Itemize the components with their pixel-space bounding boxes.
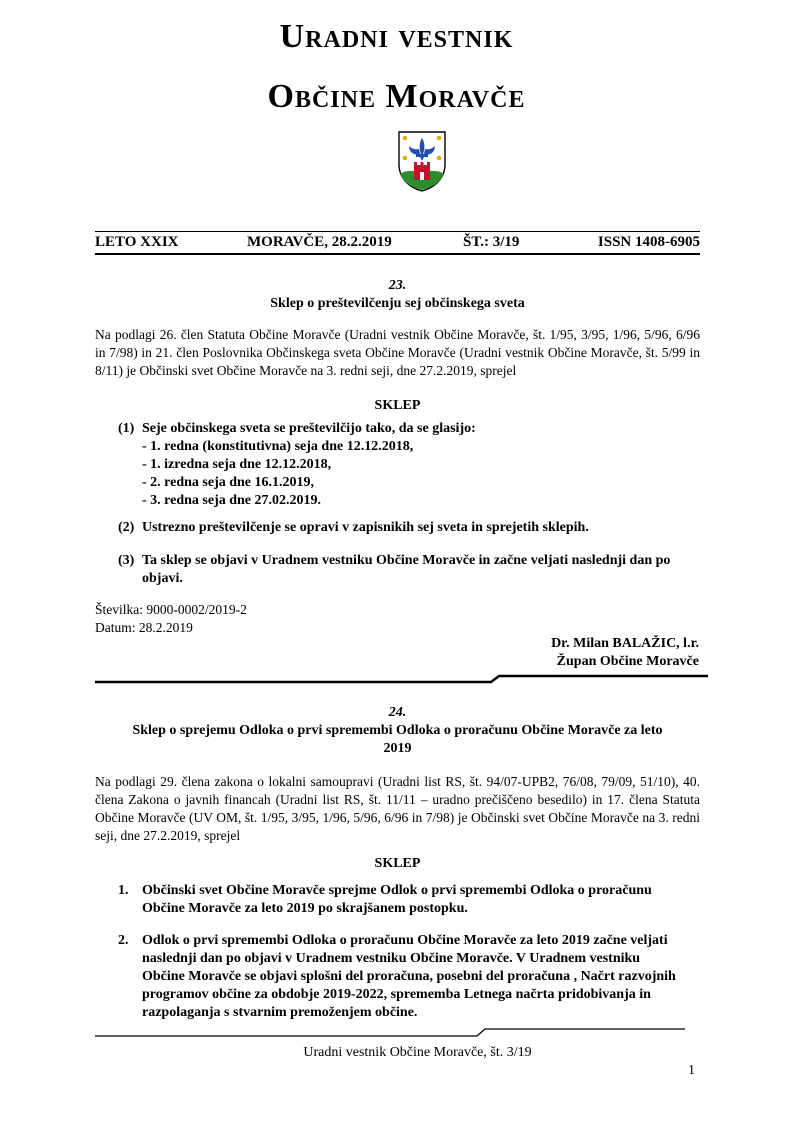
item-line: Občinski svet Občine Moravče sprejme Odlok o prvi spremembi Odloka o proračunu — [142, 883, 652, 898]
section-separator — [95, 672, 710, 686]
volume-year: LETO XXIX — [95, 234, 179, 250]
act-23-preamble: Na podlagi 26. člen Statuta Občine Moravče (Uradni vestnik Občine Moravče, št. 1/95, 3/95, 1/96, 5/96, 6/96 in 7/98) in 21. člen Poslovnika Občinskega sveta Občine Moravče (Uradni vestnik Občine Moravče, št. 5/99 in 8/11) je Občinski svet Občine Moravče na 3. redni seji, dne 27.2.2019, sprejel — [95, 327, 700, 378]
item-line: Seje občinskega sveta se preštevilčijo tako, da se glasijo: — [142, 421, 476, 436]
info-bar — [95, 234, 700, 254]
item-line: - 1. redna (konstitutivna) seja dne 12.12.2018, — [142, 439, 414, 454]
item-line: objavi. — [142, 571, 183, 586]
act-23-signatory-role: Župan Občine Moravče — [556, 654, 699, 669]
page-number: 1 — [688, 1063, 695, 1078]
coat-of-arms-icon — [397, 130, 447, 192]
act-24-preamble: Na podlagi 29. člena zakona o lokalni samoupravi (Uradni list RS, št. 94/07-UPB2, 76/08, 79/09, 51/10), 40. člena Zakona o javnih financah (Uradni list RS, št. 11/11 – uradno prečiščeno besedilo) in 17. člena Statuta Občine Moravče (UV OM, št. 1/95, 3/95, 1/96, 5/96, 6/96 in 7/98) je Občinski svet Občine Moravče na 3. redni seji, dne 27.2.2019, sprejel — [95, 774, 700, 843]
info-bar-top-rule — [95, 231, 700, 232]
item-line: - 1. izredna seja dne 12.12.2018, — [142, 457, 332, 472]
item-line: programov občine za obdobje 2019-2022, sprememba Letnega načrta pridobivanja in — [142, 987, 651, 1002]
act-24-title-line1: Sklep o sprejemu Odloka o prvi spremembi Odloka o proračunu Občine Moravče za leto — [132, 723, 663, 738]
info-bar-bottom-rule — [95, 253, 700, 255]
act-23-signatory: Dr. Milan BALAŽIC, l.r. — [551, 636, 699, 651]
act-23-heading: SKLEP — [374, 398, 421, 413]
item-line: Občine Moravče se objavi splošni del proračuna, posebni del proračuna , Načrt razvojnih — [142, 969, 676, 984]
act-24-heading: SKLEP — [374, 856, 421, 871]
item-number: 1. — [118, 883, 129, 898]
item-number: 2. — [118, 933, 129, 948]
masthead-title-line2: Občine Moravče — [267, 78, 526, 115]
item-number: (3) — [118, 553, 135, 568]
item-line: - 3. redna seja dne 27.02.2019. — [142, 493, 322, 508]
item-line: Odlok o prvi spremembi Odloka o proračunu Občine Moravče za leto 2019 začne veljati — [142, 933, 668, 948]
act-23-number: 23. — [388, 278, 407, 293]
act-24-title-line2: 2019 — [383, 741, 412, 756]
issue-number: ŠT.: 3/19 — [463, 234, 520, 250]
item-line: Ta sklep se objavi v Uradnem vestniku Občine Moravče in začne veljati naslednji dan po — [142, 553, 671, 568]
item-line: razpolaganja s stvarnim premoženjem občine. — [142, 1005, 418, 1020]
item-line: - 2. redna seja dne 16.1.2019, — [142, 475, 315, 490]
footer-rule — [95, 1026, 687, 1040]
place-date: MORAVČE, 28.2.2019 — [247, 234, 392, 250]
issn: ISSN 1408-6905 — [597, 234, 700, 250]
item-line: naslednji dan po objavi v Uradnem vestniku Občine Moravče. V Uradnem vestniku — [142, 951, 641, 966]
footer-publication: Uradni vestnik Občine Moravče, št. 3/19 — [303, 1045, 532, 1060]
act-23-date-ref: Datum: 28.2.2019 — [95, 620, 193, 635]
item-line: Občine Moravče za leto 2019 po skrajšanem postopku. — [142, 901, 468, 916]
masthead-title-line1: Uradni vestnik — [279, 18, 514, 55]
item-number: (1) — [118, 421, 135, 436]
item-number: (2) — [118, 520, 135, 535]
act-23-title: Sklep o preštevilčenju sej občinskega sveta — [270, 296, 525, 311]
act-23-number-ref: Številka: 9000-0002/2019-2 — [95, 602, 247, 617]
act-24-number: 24. — [388, 705, 407, 720]
item-line: Ustrezno preštevilčenje se opravi v zapisnikih sej sveta in sprejetih sklepih. — [142, 520, 589, 535]
